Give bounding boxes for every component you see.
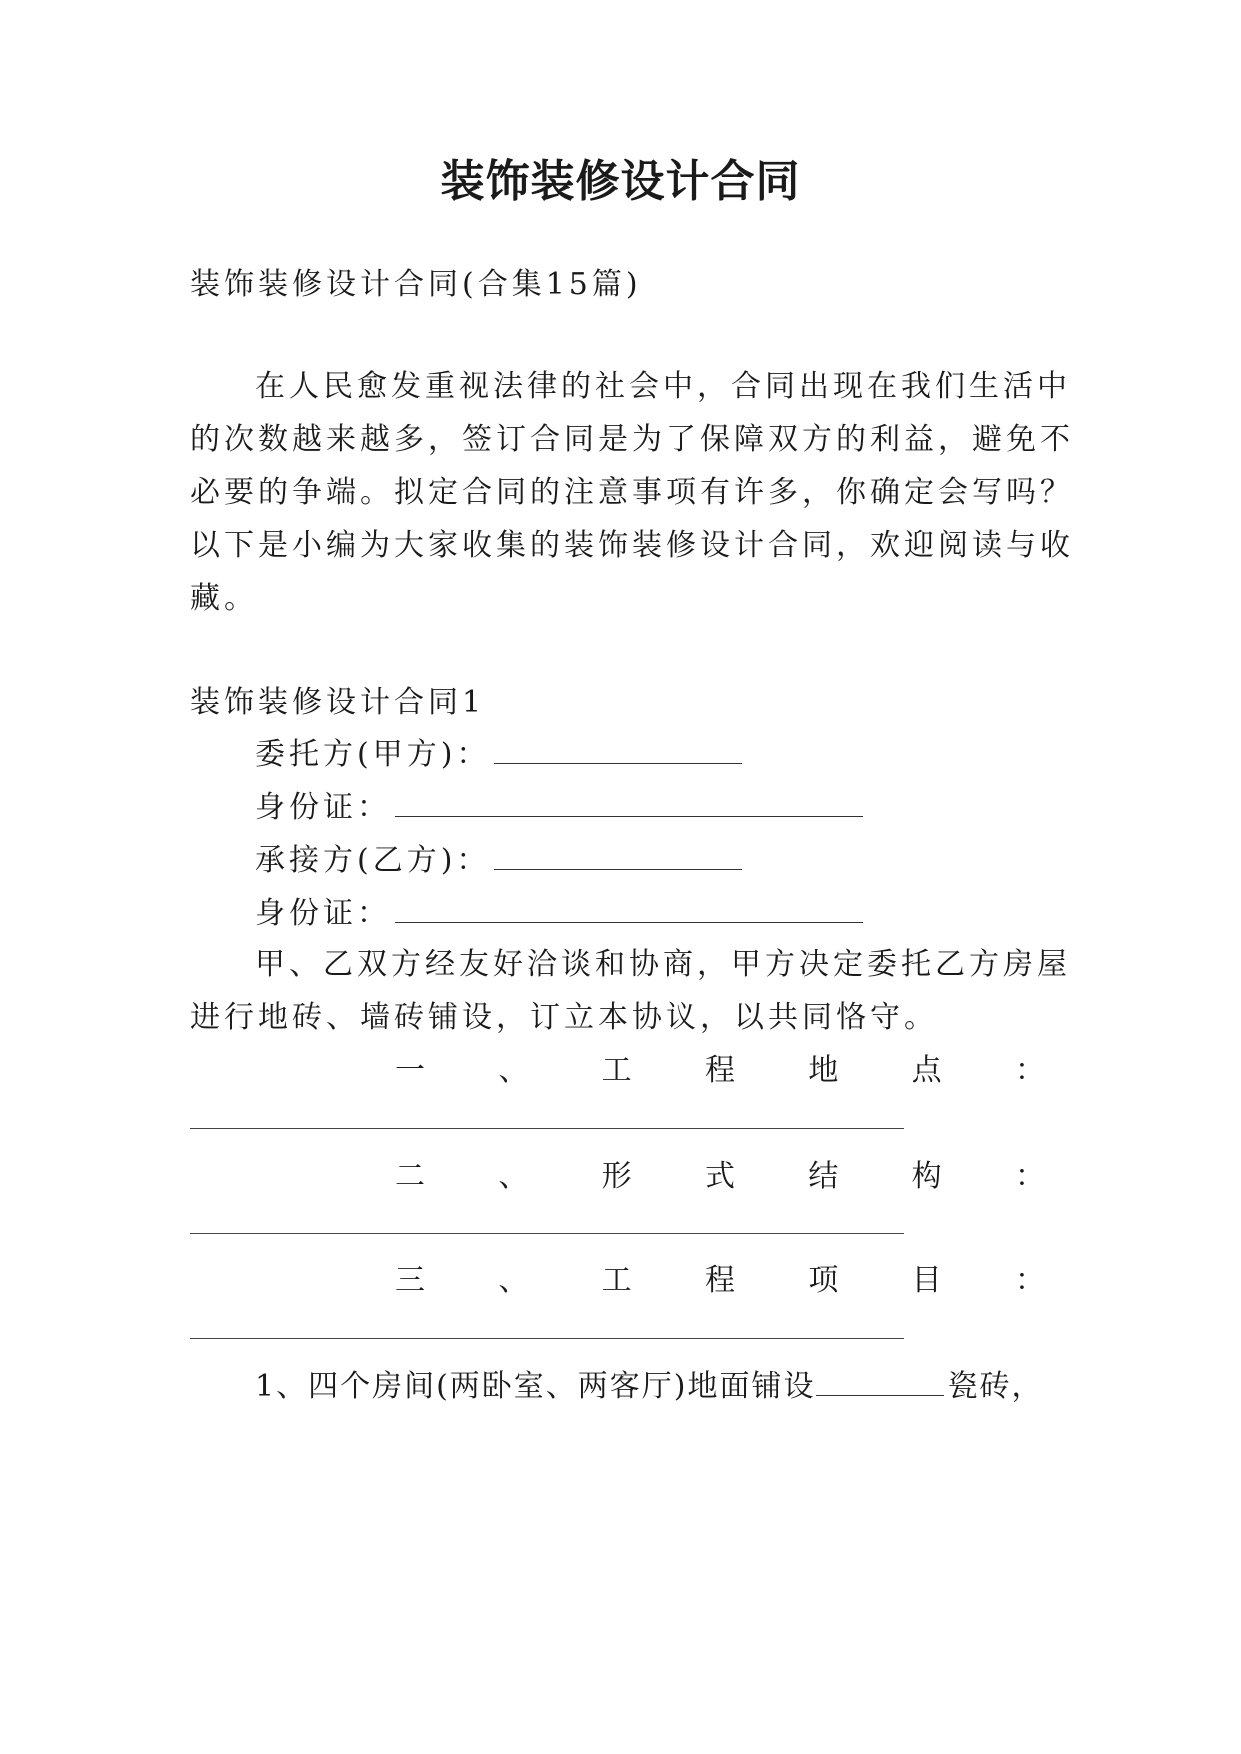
tile-type-blank[interactable] [816,1369,944,1396]
clause-3-char: 、 [498,1263,529,1298]
id-a-blank[interactable] [395,790,863,817]
party-a-blank[interactable] [494,737,742,764]
clause-3-heading [395,1261,1045,1301]
party-a-label: 委托方(甲方)： [255,737,491,772]
clause-3-blank-line[interactable] [190,1338,904,1339]
clause-1-char: ： [1014,1053,1045,1088]
item-1-line [255,1367,1044,1407]
id-b-blank[interactable] [395,896,863,923]
clause-3-char: 工 [601,1263,632,1298]
intro-line-3: 必要的争端。拟定合同的注意事项有许多，你确定会写吗？ [190,475,1074,510]
clause-3-char: ： [1014,1263,1045,1298]
clause-2-char: 二 [395,1159,425,1194]
party-a-field [255,735,742,775]
clause-2-char: ： [1014,1159,1045,1194]
clause-3-char: 目 [911,1263,942,1298]
party-b-label: 承接方(乙方)： [255,843,491,878]
clause-2-char: 式 [704,1159,735,1194]
clause-1-char: 点 [911,1053,942,1088]
id-a-field [255,788,863,828]
clause-2-char: 构 [911,1159,942,1194]
clause-1-char: 、 [498,1053,529,1088]
clause-1-heading [395,1051,1045,1091]
id-b-label: 身份证： [255,896,391,931]
clause-2-heading [395,1157,1045,1197]
party-b-blank[interactable] [494,843,742,870]
id-a-label: 身份证： [255,790,391,825]
clause-3-char: 项 [808,1263,839,1298]
document-subtitle: 装饰装修设计合同(合集15篇) [190,267,642,302]
id-b-field [255,894,863,934]
clause-2-char: 结 [808,1159,839,1194]
clause-1-char: 工 [601,1053,632,1088]
item-1-prefix: 1、四个房间(两卧室、两客厅)地面铺设 [255,1369,816,1404]
intro-line-4: 以下是小编为大家收集的装饰装修设计合同，欢迎阅读与收 [190,528,1074,563]
clause-1-blank-line[interactable] [190,1128,904,1129]
agreement-line-2: 进行地砖、墙砖铺设，订立本协议，以共同恪守。 [190,1000,938,1035]
clause-2-char: 、 [498,1159,529,1194]
section-heading: 装饰装修设计合同1 [190,685,486,720]
clause-2-char: 形 [601,1159,632,1194]
clause-1-char: 地 [808,1053,839,1088]
clause-1-char: 一 [395,1053,425,1088]
clause-3-char: 程 [704,1263,735,1298]
intro-line-1: 在人民愈发重视法律的社会中，合同出现在我们生活中 [255,369,1071,404]
clause-2-blank-line[interactable] [190,1233,904,1234]
party-b-field [255,841,742,881]
clause-1-char: 程 [704,1053,735,1088]
agreement-line-1: 甲、乙双方经友好洽谈和协商，甲方决定委托乙方房屋 [255,947,1071,982]
item-1-suffix: 瓷砖， [947,1369,1044,1404]
clause-3-char: 三 [395,1263,425,1298]
intro-line-5: 藏。 [190,581,258,616]
intro-line-2: 的次数越来越多，签订合同是为了保障双方的利益，避免不 [190,422,1074,457]
document-title: 装饰装修设计合同 [440,156,801,207]
